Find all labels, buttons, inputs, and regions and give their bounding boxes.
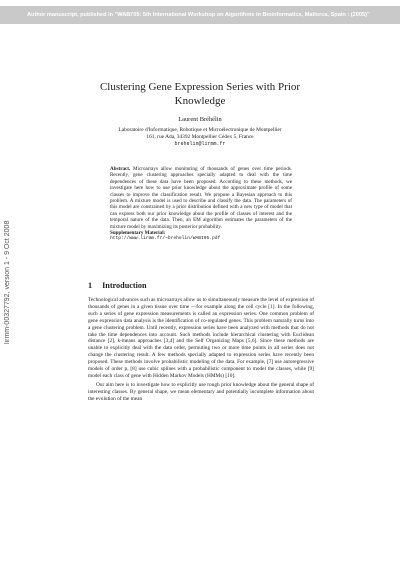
author-affiliation — [60, 127, 340, 148]
abstract-text: Microarrays allow monitoring of thousands of genes over time periods. Recently, gene clustering approaches specially adapted to deal with the time dependences of these data have been proposed. According to these methods, we investigate here how to use prior knowledge about the approximate profile of some classes to improve the classification result. We propose a Bayesian approach to this problem. A mixture model is used to describe and classify the data. The parameters of this model are constrained by a prior distribution defined with a new type of model that can express both our prior knowledge about the profile of classes of interest and the temporal nature of the data. Then, an EM algorithm estimates the parameters of the mixture model by maximizing its posterior probability. — [110, 166, 292, 230]
manuscript-header-bar — [0, 6, 400, 24]
hal-side-identifier: lirmm-00327792, version 1 - 9 Oct 2008 — [4, 220, 11, 344]
supplementary-url: http://www.lirmm.fr/~brehelin/WABI05.pdf — [110, 236, 221, 242]
paper-title-line-2: Knowledge — [174, 95, 226, 107]
section-number: 1 — [88, 281, 93, 290]
body-paragraph-1: Technological advances such as microarrays allow us to simultaneously measure the level of expression of thousands of genes in a given tissue over time —for example along the cell cycle [1]. In the following, such a series of gene expression measurements is called an expression series. One common problem of gene expression data analysis is the identification of co-regulated genes. This problem naturally turns into a gene clustering problem. Until recently, expression series have been analyzed with methods that do not take the time dependences into account. Such methods include hierarchical clustering with Euclidean distance [2], k-means approaches [3,4] and the Self Organizing Maps [5,6]. Since these methods are unable to explicitly deal with the data order, permuting two or more time points in all series does not change the clustering result. A few methods specially adapted to expression series have recently been proposed. These methods involve probabilistic modeling of the data. For example, [7] use autoregressive models of order p, [8] use cubic splines with a probabilistic component to model the classes, while [9] model each class of gene with Hidden Markov Models (HMMs) [10]. — [88, 297, 314, 379]
supplementary-label: Supplementary Material: — [110, 230, 166, 237]
abstract-label: Abstract. — [110, 166, 131, 172]
paper-title-line-1: Clustering Gene Expression Series with Prior — [99, 81, 301, 93]
section-heading — [88, 281, 147, 290]
manuscript-header-text: Author manuscript, published in "WABI'05: 5th International Workshop on Algorithms in Bioinformatics, Mallorca, Spain : (2005)" — [27, 12, 370, 18]
affiliation-line-1: Laboratoire d'Informatique, Robotique et Microélectronique de Montpellier — [118, 127, 282, 133]
body-paragraph-2: Our aim here is to investigate how to explicitly use rough prior knowledge about the general shape of interesting classes. By general shape, we mean elementary and potentially incomplete information about the evolution of the mean — [88, 382, 314, 403]
abstract-block — [110, 166, 292, 243]
abstract-paragraph — [110, 166, 292, 230]
section-title: Introduction — [102, 281, 147, 290]
author-email: brehelin@lirmm.fr — [174, 141, 226, 147]
paper-title — [60, 80, 340, 108]
paper-author: Laurent Bréhélin — [178, 116, 222, 123]
affiliation-line-2: 161, rue Ada, 34392 Montpellier Cédex 5, France — [146, 134, 254, 140]
section-body — [88, 297, 314, 406]
